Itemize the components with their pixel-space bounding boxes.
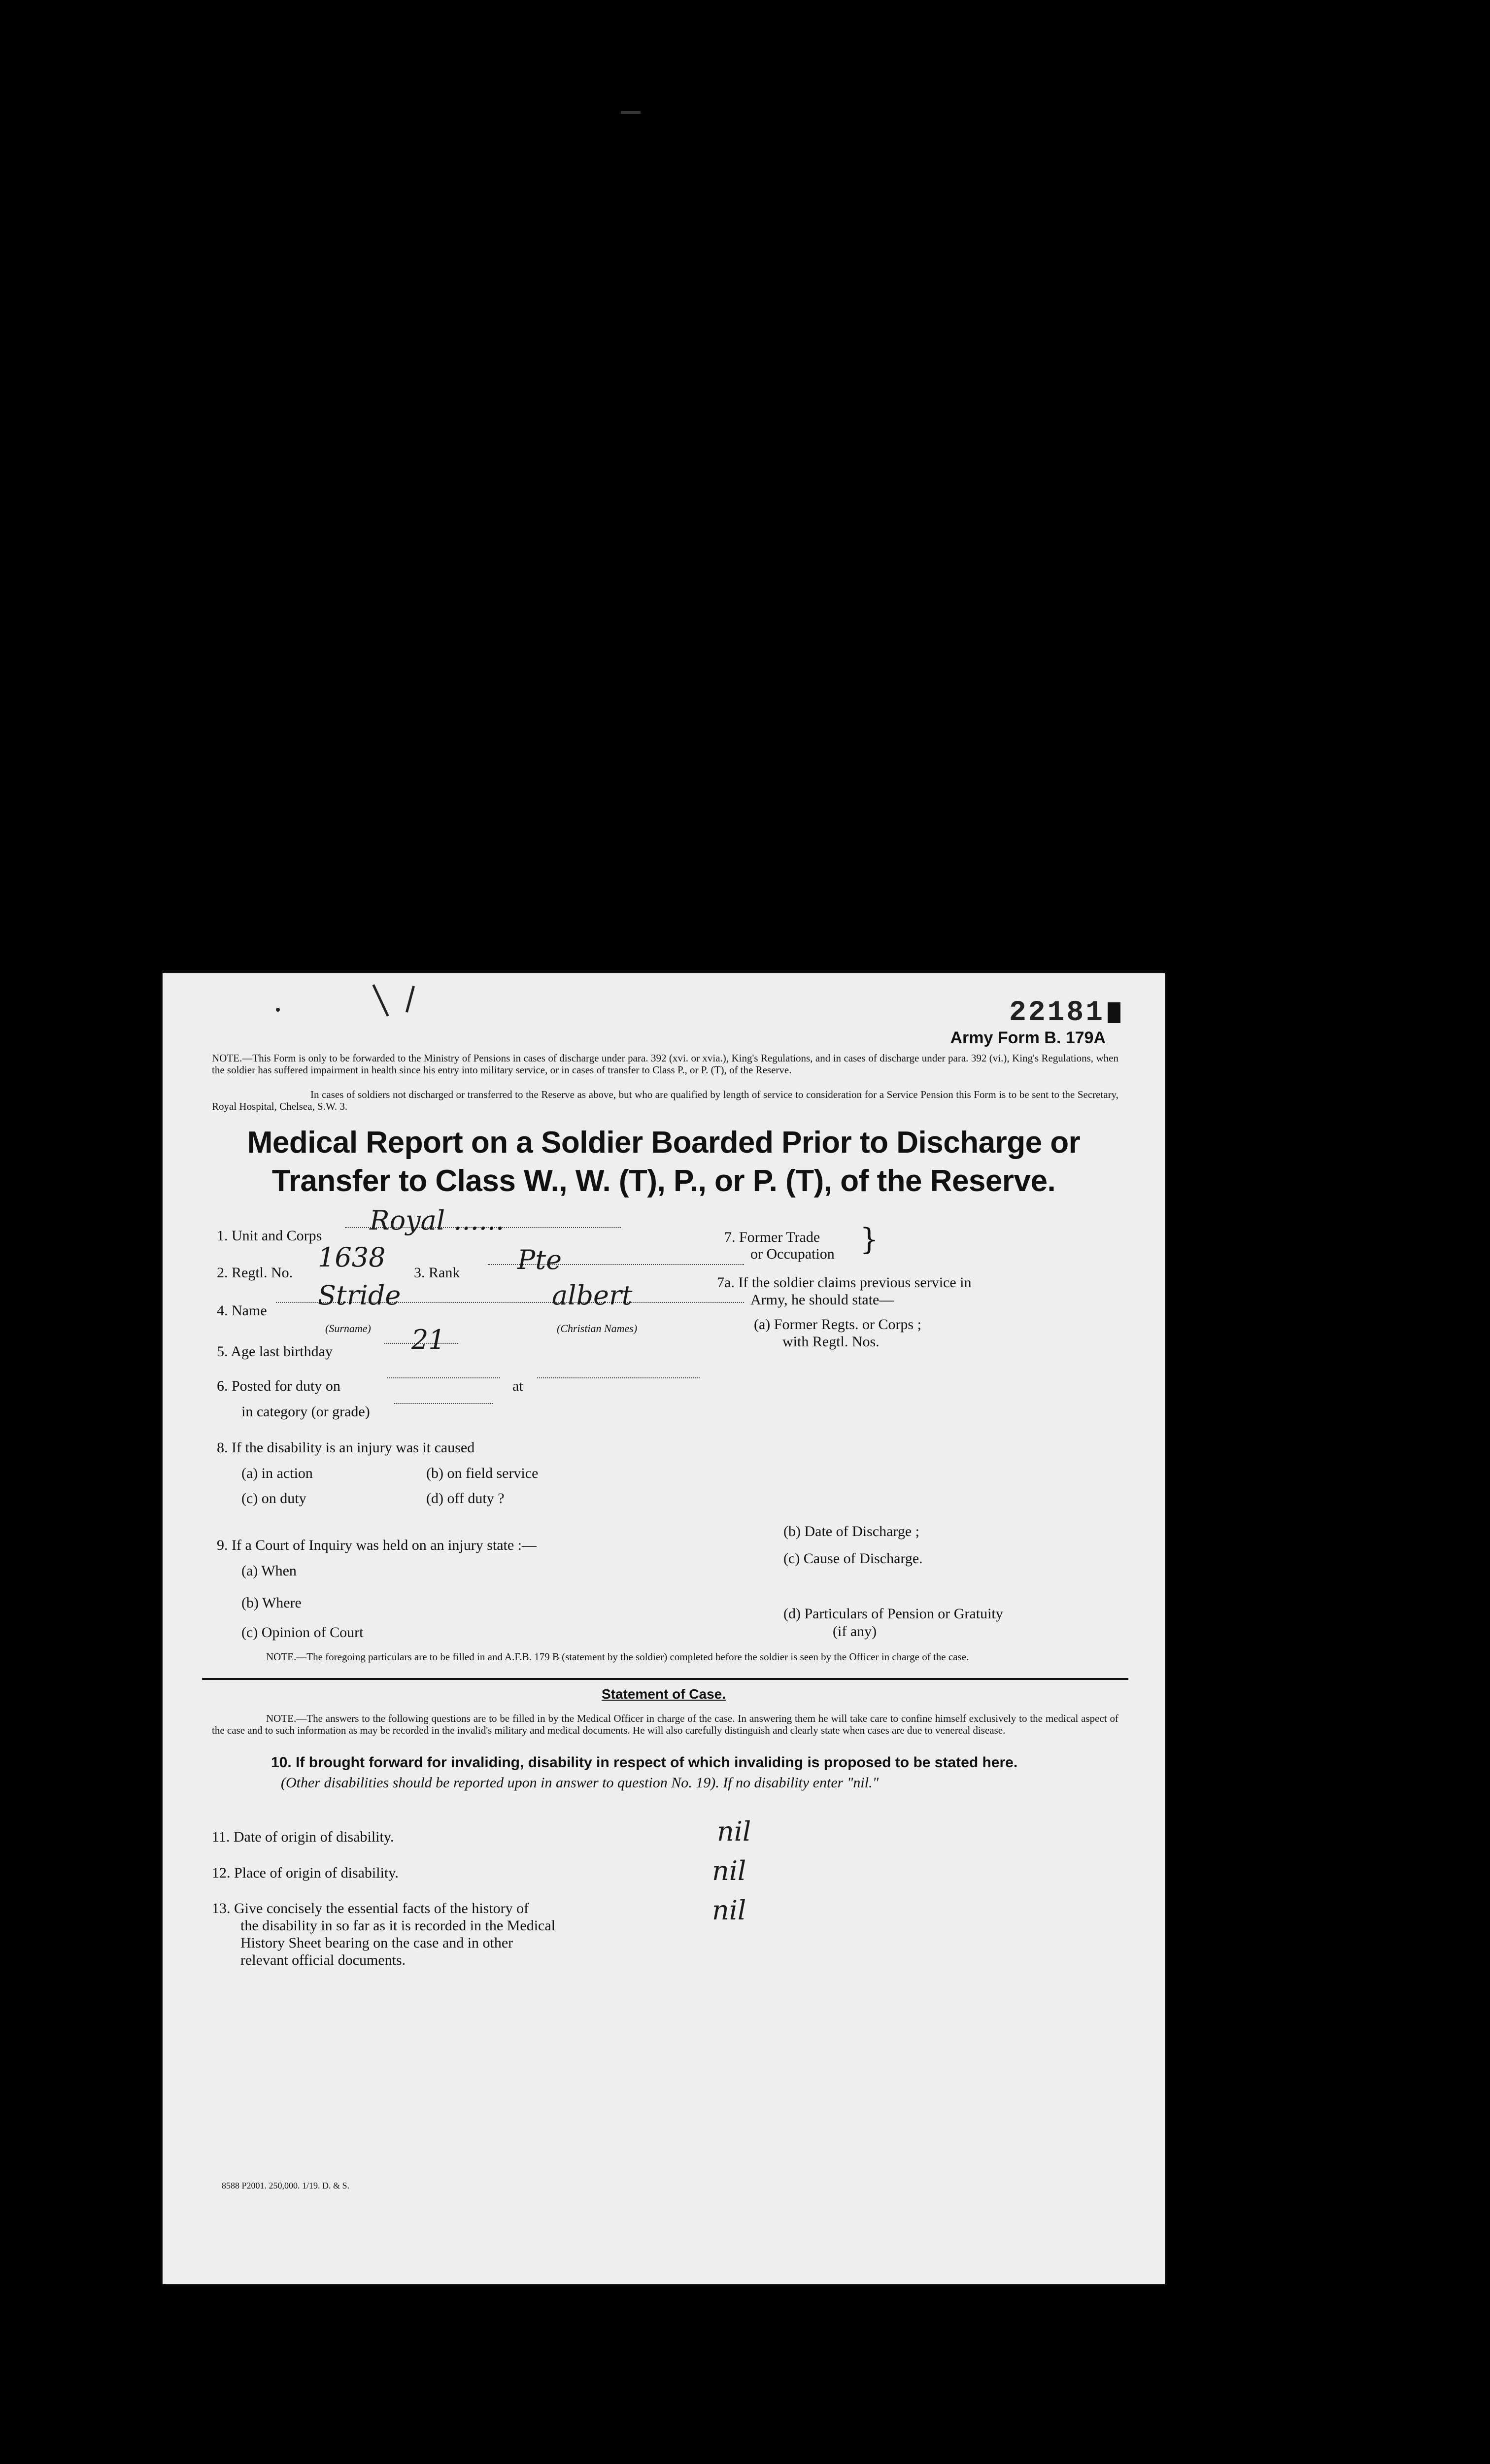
note-foregoing: NOTE.—The foregoing particulars are to be filled in and A.F.B. 179 B (statement by the soldier) completed before the soldier is seen by the Officer in charge of the case. xyxy=(266,1651,969,1663)
pension-label: (d) Particulars of Pension or Gratuity xyxy=(783,1606,1003,1622)
cause-discharge-label: (c) Cause of Discharge. xyxy=(783,1550,923,1567)
printer-line: 8588 P2001. 250,000. 1/19. D. & S. xyxy=(222,2181,350,2190)
unit-handwritten: Royal ...... xyxy=(370,1205,505,1236)
claims-label: 7a. If the soldier claims previous service in xyxy=(717,1274,972,1291)
posted-at-label: at xyxy=(512,1378,523,1394)
question-10: 10. If brought forward for invaliding, disability in respect of which invaliding is proposed to be stated here. xyxy=(271,1754,1018,1771)
unit-label: 1. Unit and Corps xyxy=(217,1228,322,1244)
rank-label: 3. Rank xyxy=(414,1265,460,1281)
christian-caption: (Christian Names) xyxy=(557,1322,638,1335)
rank-handwritten: Pte xyxy=(517,1244,562,1275)
inquiry-label: 9. If a Court of Inquiry was held on an injury state :— xyxy=(217,1537,537,1553)
posted-dotted-line xyxy=(387,1377,500,1378)
field-service-label: (b) on field service xyxy=(426,1465,539,1481)
age-handwritten: 21 xyxy=(411,1324,445,1355)
brace-symbol: } xyxy=(860,1222,879,1257)
surname-caption: (Surname) xyxy=(325,1322,371,1335)
name-label: 4. Name xyxy=(217,1302,267,1319)
note-secondary: In cases of soldiers not discharged or transferred to the Reserve as above, but who are qualified by length of service to consideration for a Service Pension this Form is to be sent to the Secretary, Royal Hospital, Chelsea, S.W. 3. xyxy=(212,1089,1118,1112)
former-trade-label: 7. Former Trade xyxy=(724,1229,820,1245)
form-title-line1: Medical Report on a Soldier Boarded Prior to Discharge or xyxy=(247,1126,1081,1160)
injury-label: 8. If the disability is an injury was it caused xyxy=(217,1439,475,1456)
ink-mark xyxy=(276,1008,280,1012)
posted-label: 6. Posted for duty on xyxy=(217,1378,340,1394)
category-dotted-line xyxy=(394,1403,493,1404)
former-regts-label: (a) Former Regts. or Corps ; xyxy=(754,1316,921,1333)
category-label: in category (or grade) xyxy=(241,1403,370,1420)
ink-stroke xyxy=(372,984,389,1017)
off-duty-label: (d) off duty ? xyxy=(426,1490,505,1506)
question-10-sub: (Other disabilities should be reported upon in answer to question No. 19). If no disability enter "nil." xyxy=(281,1775,879,1791)
question-13-line4: relevant official documents. xyxy=(240,1952,406,1968)
question-12: 12. Place of origin of disability. xyxy=(212,1865,399,1881)
inquiry-where-label: (b) Where xyxy=(241,1595,302,1611)
divider-rule xyxy=(202,1678,1128,1680)
ink-stroke xyxy=(406,986,415,1012)
date-discharge-label: (b) Date of Discharge ; xyxy=(783,1523,920,1540)
question-13-line2: the disability in so far as it is recorded in the Medical xyxy=(240,1917,555,1934)
with-regtl-nos-label: with Regtl. Nos. xyxy=(782,1334,880,1350)
answer-11-handwritten: nil xyxy=(717,1816,751,1847)
medical-report-form xyxy=(163,973,1165,2284)
regtl-no-label: 2. Regtl. No. xyxy=(217,1265,293,1281)
form-title-line2: Transfer to Class W., W. (T), P., or P. (T), of the Reserve. xyxy=(271,1164,1056,1198)
on-duty-label: (c) on duty xyxy=(241,1490,306,1506)
scan-artifact xyxy=(621,111,641,114)
question-13-line1: 13. Give concisely the essential facts of the history of xyxy=(212,1900,529,1916)
statement-heading: Statement of Case. xyxy=(601,1686,726,1702)
claims-label-line2: Army, he should state— xyxy=(750,1292,894,1308)
posted-at-dotted-line xyxy=(537,1377,700,1378)
former-trade-label-line2: or Occupation xyxy=(750,1246,835,1262)
answer-12-handwritten: nil xyxy=(712,1855,746,1886)
question-11: 11. Date of origin of disability. xyxy=(212,1829,394,1845)
inquiry-opinion-label: (c) Opinion of Court xyxy=(241,1624,364,1641)
age-label: 5. Age last birthday xyxy=(217,1343,333,1360)
question-13-line3: History Sheet bearing on the case and in other xyxy=(240,1935,513,1951)
regtl-no-handwritten: 1638 xyxy=(318,1242,386,1273)
in-action-label: (a) in action xyxy=(241,1465,313,1481)
answer-13-handwritten: nil xyxy=(712,1895,746,1926)
note-answers: NOTE.—The answers to the following questions are to be filled in by the Medical Officer in charge of the case. In answering them he will take care to confine himself exclusively to the medical aspect of the case and to such information as may be recorded in the invalid's military and medical documents. He will also carefully distinguish and clearly state when cases are due to venereal disease. xyxy=(212,1712,1118,1736)
inquiry-when-label: (a) When xyxy=(241,1563,297,1579)
form-number: Army Form B. 179A xyxy=(950,1028,1106,1047)
christian-name-handwritten: albert xyxy=(552,1280,633,1311)
surname-handwritten: Stride xyxy=(318,1280,401,1311)
note-main: NOTE.—This Form is only to be forwarded to the Ministry of Pensions in cases of discharge under para. 392 (xvi. or xvia.), King's Regulations, and in cases of discharge under para. 392 (vi.), King's Regulations, when the soldier has suffered impairment in health since his entry into military service, or in cases of transfer to Class P., or P. (T), of the Reserve. xyxy=(212,1052,1118,1076)
serial-number: 22181 xyxy=(1009,997,1120,1029)
pension-label-line2: (if any) xyxy=(833,1623,877,1640)
